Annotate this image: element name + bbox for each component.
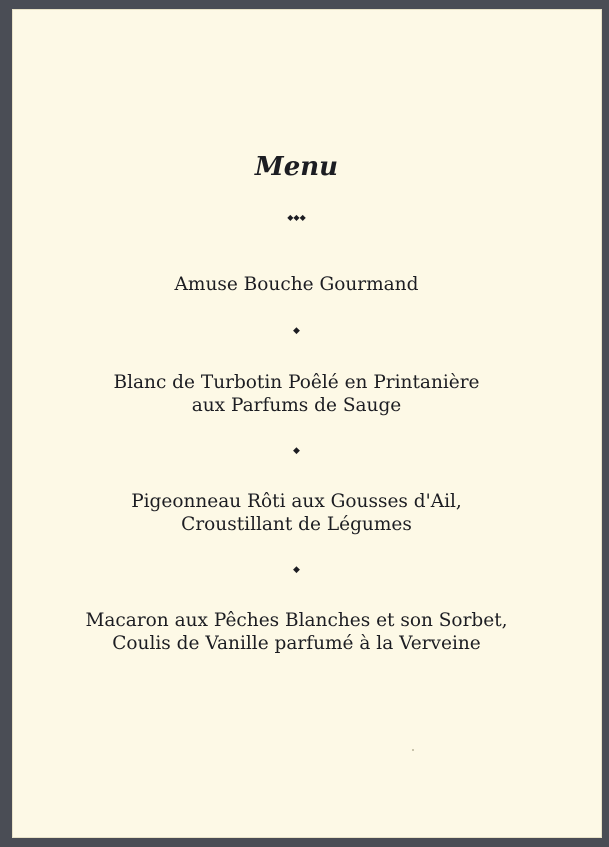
course-fish <box>12 371 581 417</box>
diamond-ornament-triple: ◆◆◆ <box>287 213 306 222</box>
course-amuse-bouche <box>12 273 581 296</box>
paper-speck <box>412 749 414 751</box>
diamond-separator: ◆ <box>293 446 300 456</box>
course-pigeon <box>12 490 581 536</box>
course-line: Blanc de Turbotin Poêlé en Printanière <box>113 372 480 393</box>
menu-title: Menu <box>254 152 339 182</box>
course-dessert <box>12 609 581 655</box>
course-line: Amuse Bouche Gourmand <box>174 274 419 295</box>
menu-card <box>12 9 602 838</box>
course-line: Croustillant de Légumes <box>181 514 412 535</box>
diamond-separator: ◆ <box>293 326 300 336</box>
course-line: Macaron aux Pêches Blanches et son Sorbet, <box>85 610 508 631</box>
course-line: Pigeonneau Rôti aux Gousses d'Ail, <box>131 491 462 512</box>
course-line: Coulis de Vanille parfumé à la Verveine <box>112 633 481 654</box>
course-line: aux Parfums de Sauge <box>191 395 402 416</box>
diamond-separator: ◆ <box>293 565 300 575</box>
